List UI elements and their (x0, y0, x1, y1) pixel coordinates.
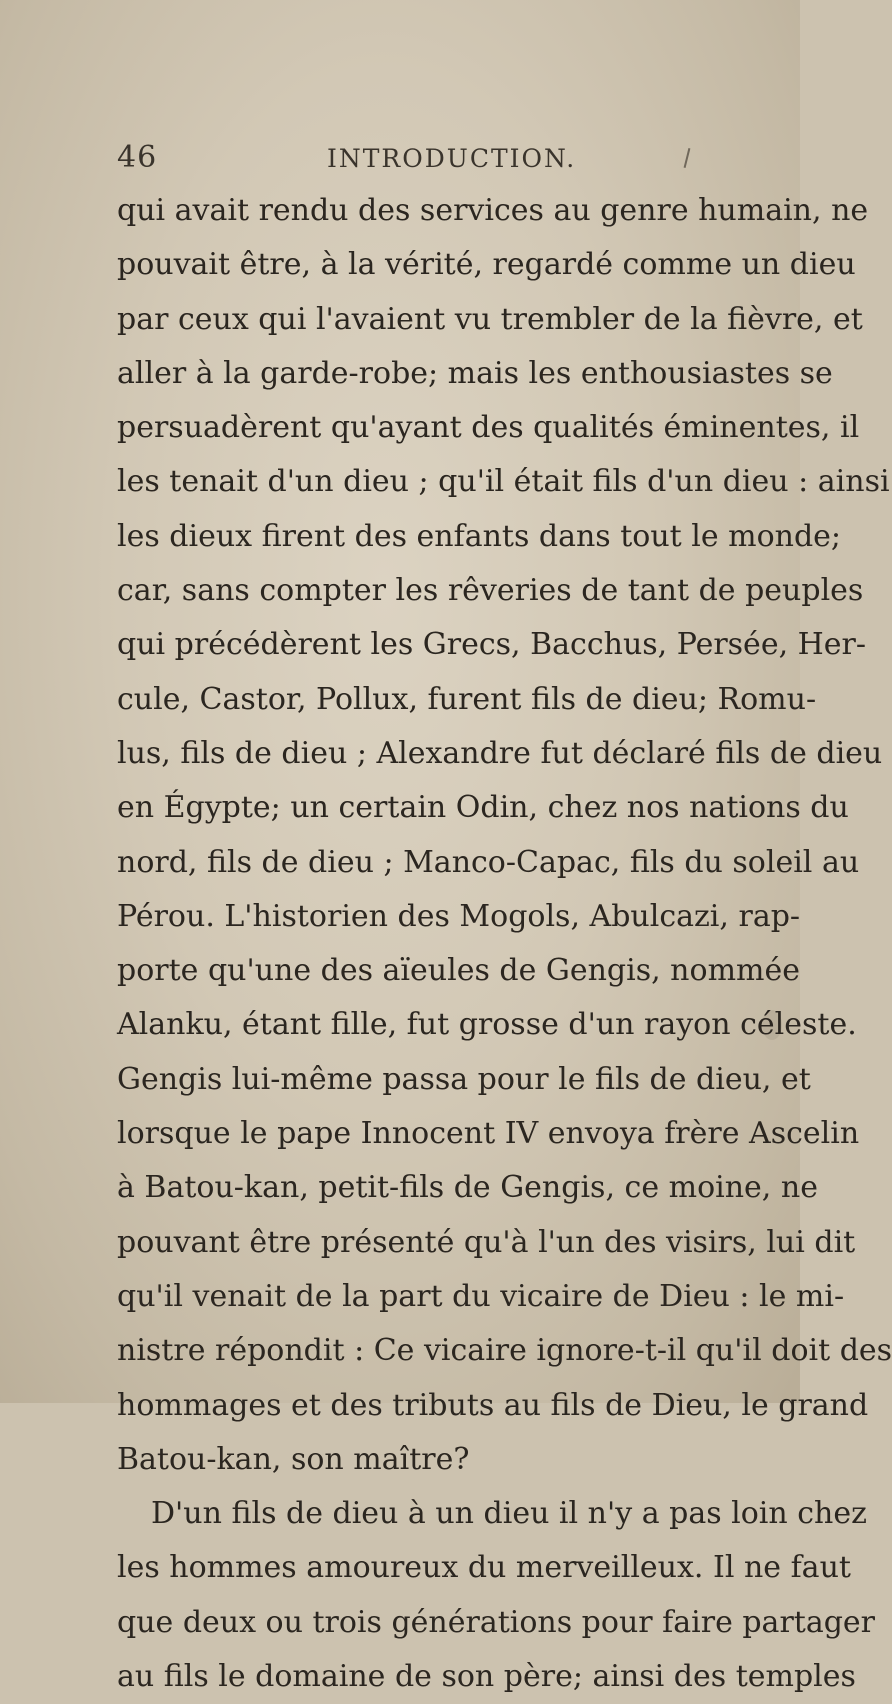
text-line: qui avait rendu des services au genre humain, ne (117, 193, 869, 228)
text-line: hommages et des tributs au fils de Dieu, le grand (117, 1387, 869, 1423)
text-line: Alanku, étant fille, fut grosse d'un rayon céleste. (117, 1007, 857, 1043)
text-line: lus, fils de dieu ; Alexandre fut déclaré fils de dieu (117, 735, 883, 771)
text-line: à Batou-kan, petit-fils de Gengis, ce moine, ne (117, 1170, 818, 1206)
text-line: qui précédèrent les Grecs, Bacchus, Persée, Her- (117, 627, 867, 663)
text-line: qu'il venait de la part du vicaire de Dieu : le mi- (117, 1278, 845, 1314)
text-line: persuadèrent qu'ayant des qualités éminentes, il (117, 410, 860, 446)
text-line: Gengis lui-même passa pour le fils de dieu, et (117, 1061, 811, 1097)
text-line: pouvant être présenté qu'à l'un des visirs, lui dit (117, 1224, 856, 1260)
page-number: 46 (117, 140, 158, 175)
text-line: par ceux qui l'avaient vu trembler de la fièvre, et (117, 301, 863, 337)
text-line: les dieux firent des enfants dans tout le monde; (117, 518, 842, 554)
body-text (117, 184, 892, 1704)
text-line: cule, Castor, Pollux, furent fils de dieu; Romu- (117, 681, 817, 717)
text-line: lorsque le pape Innocent IV envoya frère Ascelin (117, 1116, 860, 1152)
text-line: les hommes amoureux du merveilleux. Il ne faut (117, 1550, 851, 1586)
text-line: nord, fils de dieu ; Manco-Capac, fils du soleil au (117, 844, 860, 880)
text-line: pouvait être, à la vérité, regardé comme un dieu (117, 247, 856, 283)
text-line: que deux ou trois générations pour faire partager (117, 1604, 876, 1640)
text-line: Pérou. L'historien des Mogols, Abulcazi, rap- (117, 898, 801, 934)
text-line: porte qu'une des aïeules de Gengis, nommée (117, 953, 800, 989)
text-line: aller à la garde-robe; mais les enthousiastes se (117, 355, 833, 391)
page-header (117, 140, 737, 180)
paragraph-start-line: D'un fils de dieu à un dieu il n'y a pas loin chez (151, 1496, 867, 1532)
text-line: au fils le domaine de son père; ainsi des temples (117, 1659, 856, 1695)
text-line: les tenait d'un dieu ; qu'il était fils d'un dieu : ainsi (117, 464, 890, 500)
text-line: car, sans compter les rêveries de tant de peuples (117, 573, 864, 609)
text-line: en Égypte; un certain Odin, chez nos nations du (117, 790, 849, 826)
running-head: INTRODUCTION. (327, 144, 577, 173)
text-line: nistre répondit : Ce vicaire ignore-t-il qu'il doit des (117, 1333, 892, 1369)
paragraph-end-line: Batou-kan, son maître? (117, 1441, 470, 1477)
